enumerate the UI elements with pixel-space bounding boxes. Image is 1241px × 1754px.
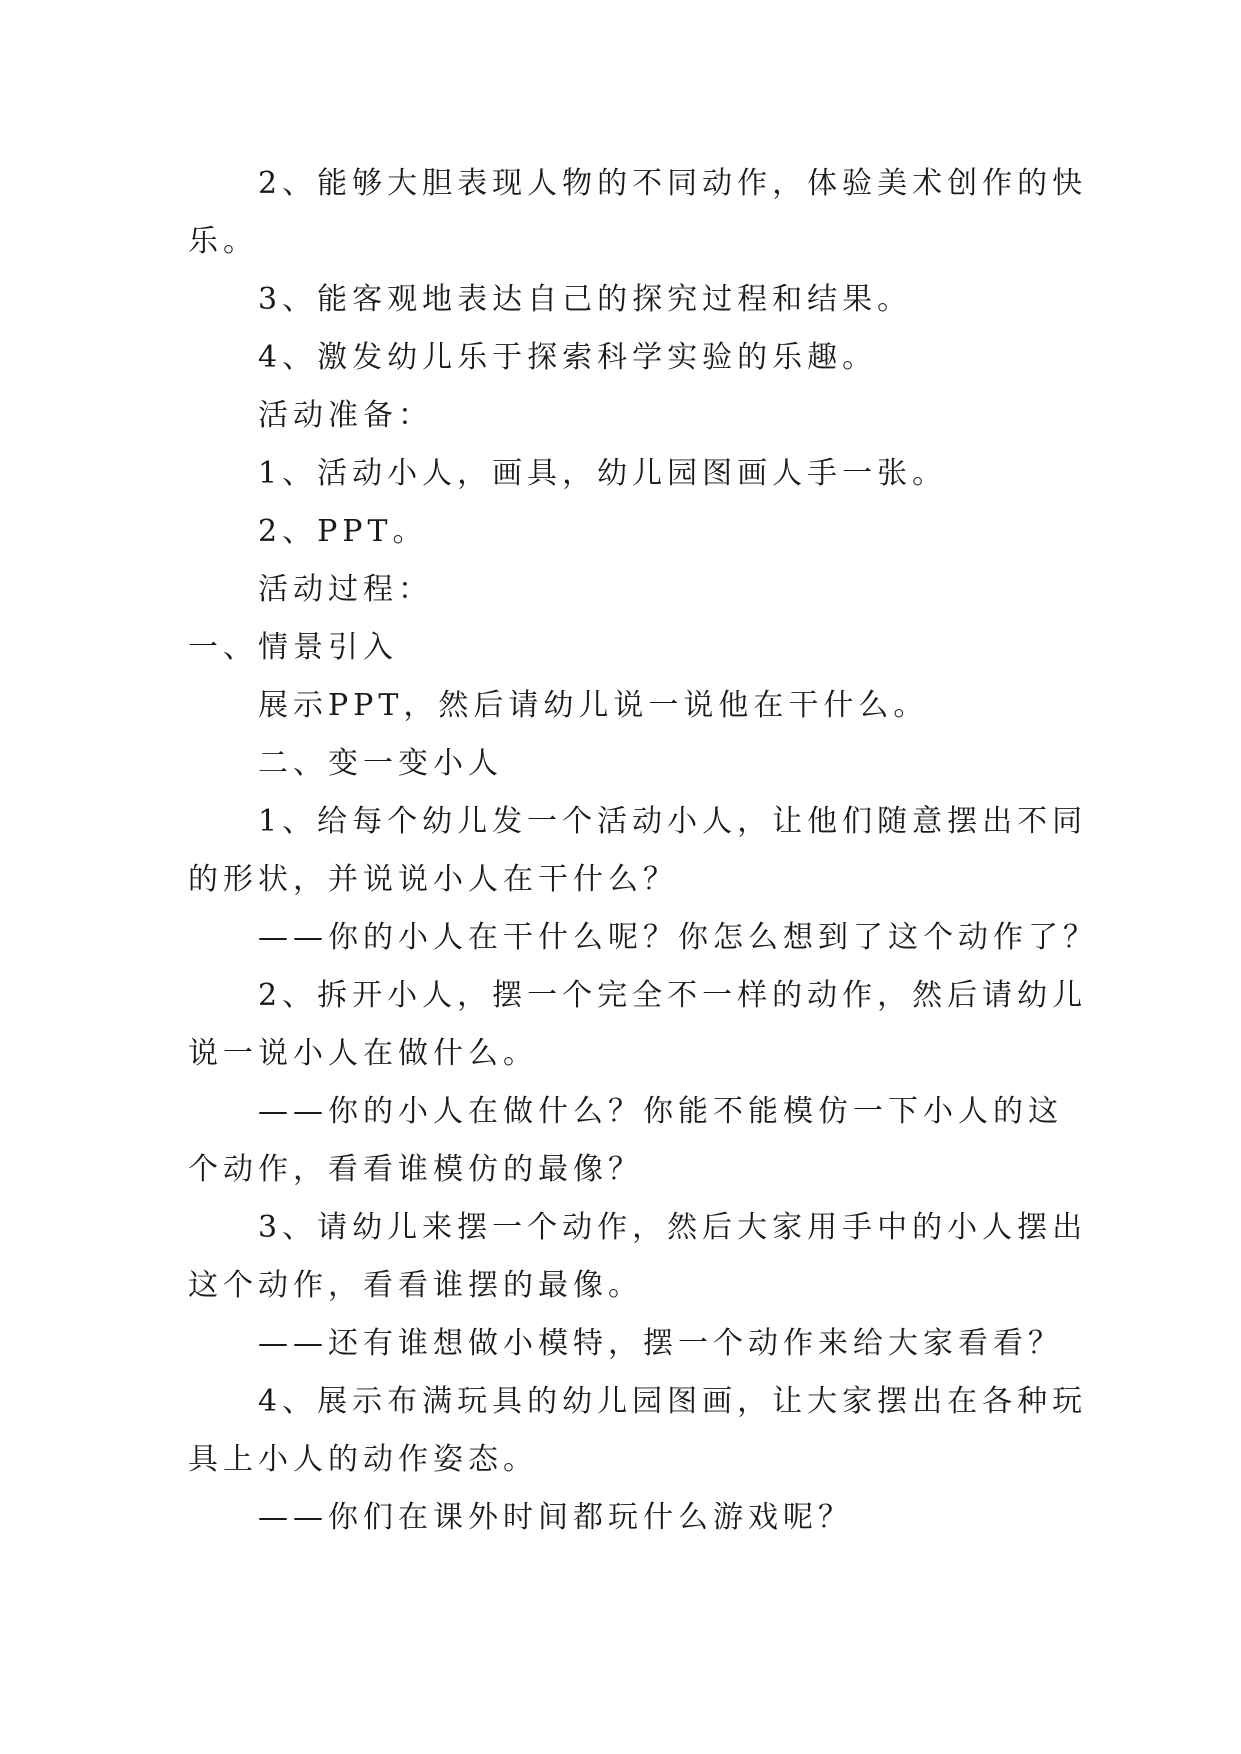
- paragraph-line: 4、激发幼儿乐于探索科学实验的乐趣。: [258, 340, 878, 375]
- dialogue-line: ——还有谁想做小模特，摆一个动作来给大家看看？: [258, 1326, 1063, 1361]
- dialogue-line: ——你们在课外时间都玩什么游戏呢？: [258, 1500, 853, 1535]
- paragraph-line: 展示PPT，然后请幼儿说一说他在干什么。: [258, 688, 929, 723]
- paragraph-line: 具上小人的动作姿态。: [188, 1442, 538, 1477]
- dialogue-line: ——你的小人在干什么呢？你怎么想到了这个动作了？: [258, 920, 1098, 955]
- dialogue-line: ——你的小人在做什么？你能不能模仿一下小人的这: [258, 1094, 1063, 1129]
- paragraph-line: 4、展示布满玩具的幼儿园图画，让大家摆出在各种玩: [258, 1384, 1088, 1419]
- section-heading: 活动过程：: [258, 572, 433, 607]
- paragraph-line: 2、PPT。: [258, 514, 428, 549]
- paragraph-line: 个动作，看看谁模仿的最像？: [188, 1152, 643, 1187]
- paragraph-line: 2、能够大胆表现人物的不同动作，体验美术创作的快: [258, 166, 1088, 201]
- section-heading: 活动准备：: [258, 398, 433, 433]
- section-heading: 一、情景引入: [188, 630, 398, 665]
- paragraph-line: 1、给每个幼儿发一个活动小人，让他们随意摆出不同: [258, 804, 1088, 839]
- paragraph-line: 说一说小人在做什么。: [188, 1036, 538, 1071]
- paragraph-line: 3、能客观地表达自己的探究过程和结果。: [258, 282, 913, 317]
- section-heading: 二、变一变小人: [258, 746, 503, 781]
- paragraph-line: 2、拆开小人，摆一个完全不一样的动作，然后请幼儿: [258, 978, 1088, 1013]
- paragraph-line: 的形状，并说说小人在干什么？: [188, 862, 678, 897]
- paragraph-line: 3、请幼儿来摆一个动作，然后大家用手中的小人摆出: [258, 1210, 1088, 1245]
- paragraph-line: 乐。: [188, 224, 258, 259]
- paragraph-line: 这个动作，看看谁摆的最像。: [188, 1268, 643, 1303]
- paragraph-line: 1、活动小人，画具，幼儿园图画人手一张。: [258, 456, 948, 491]
- document-body: [188, 155, 1098, 1547]
